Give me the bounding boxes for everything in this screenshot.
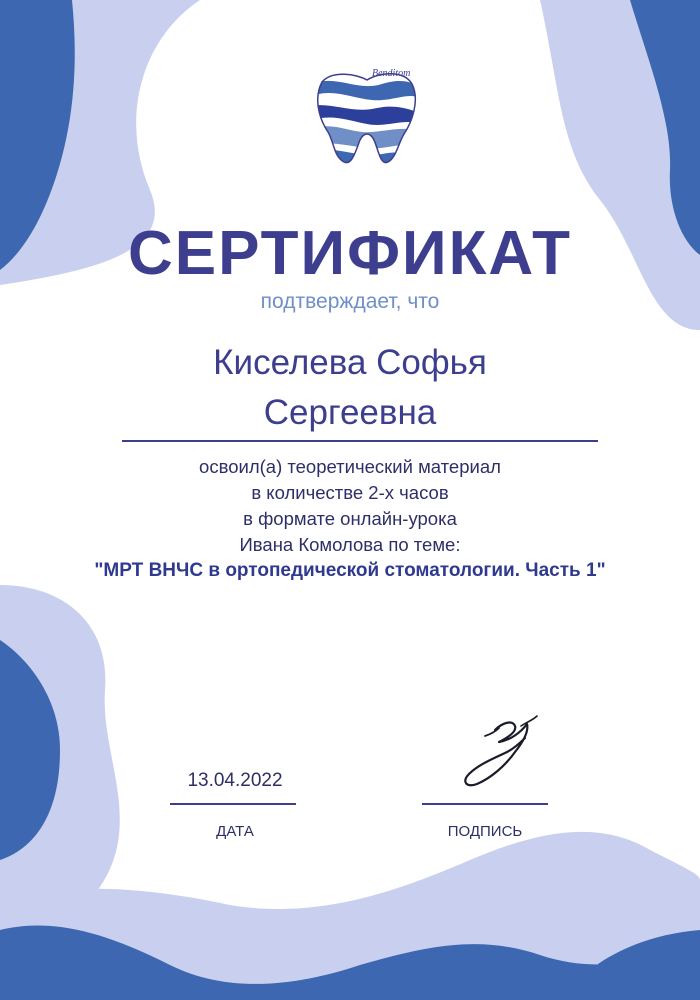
body-line-3: в формате онлайн-урока (243, 508, 457, 529)
certificate-title: СЕРТИФИКАТ (128, 219, 572, 288)
body-line-2: в количестве 2-х часов (251, 482, 449, 503)
name-underline (122, 440, 598, 442)
logo-text: Benditom (372, 68, 411, 79)
signature-scribble (455, 712, 550, 792)
signature-underline (422, 803, 548, 805)
course-topic: "МРТ ВНЧС в ортопедической стоматологии. Часть 1" (94, 560, 606, 581)
recipient-name-line2: Сергеевна (263, 393, 437, 432)
signature-label: ПОДПИСЬ (447, 823, 523, 840)
body-line-4: Ивана Комолова по теме: (239, 534, 461, 555)
date-underline (170, 803, 296, 805)
body-line-1: освоил(а) теоретический материал (199, 456, 501, 477)
certificate-subtitle: подтверждает, что (260, 290, 440, 313)
tooth-logo-icon (312, 62, 422, 172)
date-label: ДАТА (216, 823, 254, 840)
issue-date: 13.04.2022 (187, 770, 283, 791)
recipient-name-line1: Киселева Софья (213, 343, 487, 382)
